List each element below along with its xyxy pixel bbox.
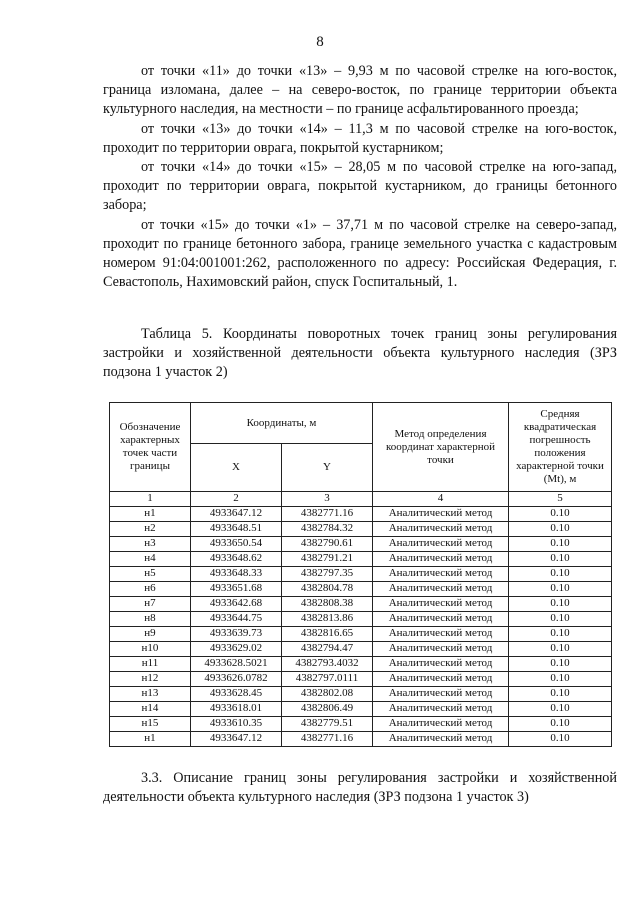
method: Аналитический метод xyxy=(373,657,509,672)
table-row xyxy=(110,567,612,582)
method: Аналитический метод xyxy=(373,567,509,582)
boundary-description xyxy=(103,62,617,292)
method: Аналитический метод xyxy=(373,597,509,612)
method: Аналитический метод xyxy=(373,522,509,537)
error-value: 0.10 xyxy=(509,552,612,567)
x-coordinate: 4933648.51 xyxy=(191,522,282,537)
method: Аналитический метод xyxy=(373,717,509,732)
page-number: 8 xyxy=(316,34,324,50)
column-number-row xyxy=(110,492,612,507)
y-coordinate: 4382794.47 xyxy=(282,642,373,657)
header-method: Метод определения координат характерной точки xyxy=(373,403,509,492)
y-coordinate: 4382790.61 xyxy=(282,537,373,552)
error-value: 0.10 xyxy=(509,582,612,597)
method: Аналитический метод xyxy=(373,732,509,747)
header-x: X xyxy=(191,444,282,492)
section-heading: 3.3. Описание границ зоны регулирования застройки и хозяйственной деятельности объекта культурного наследия (ЗРЗ подзона 1 участок 3) xyxy=(103,770,617,806)
point-label: н4 xyxy=(110,552,191,567)
point-label: н11 xyxy=(110,657,191,672)
method: Аналитический метод xyxy=(373,582,509,597)
y-coordinate: 4382791.21 xyxy=(282,552,373,567)
point-label: н5 xyxy=(110,567,191,582)
error-value: 0.10 xyxy=(509,627,612,642)
table-row xyxy=(110,507,612,522)
method: Аналитический метод xyxy=(373,537,509,552)
method: Аналитический метод xyxy=(373,612,509,627)
y-coordinate: 4382797.0111 xyxy=(282,672,373,687)
method: Аналитический метод xyxy=(373,627,509,642)
table-header-row xyxy=(110,403,612,444)
table-row xyxy=(110,717,612,732)
x-coordinate: 4933647.12 xyxy=(191,732,282,747)
error-value: 0.10 xyxy=(509,642,612,657)
point-label: н7 xyxy=(110,597,191,612)
error-value: 0.10 xyxy=(509,672,612,687)
column-number: 5 xyxy=(509,492,612,507)
table-row xyxy=(110,612,612,627)
y-coordinate: 4382784.32 xyxy=(282,522,373,537)
x-coordinate: 4933644.75 xyxy=(191,612,282,627)
y-coordinate: 4382771.16 xyxy=(282,507,373,522)
error-value: 0.10 xyxy=(509,522,612,537)
error-value: 0.10 xyxy=(509,687,612,702)
y-coordinate: 4382802.08 xyxy=(282,687,373,702)
y-coordinate: 4382804.78 xyxy=(282,582,373,597)
point-label: н13 xyxy=(110,687,191,702)
table-row xyxy=(110,702,612,717)
method: Аналитический метод xyxy=(373,507,509,522)
point-label: н1 xyxy=(110,732,191,747)
paragraph: от точки «15» до точки «1» – 37,71 м по часовой стрелке на северо-запад, проходит по границе бетонного забора, границе земельного участка с кадастровым номером 91:04:001001:262, расположенного по адресу: Российская Федерация, г. Севастополь, Нахимовский район, спуск Госпитальный, 1. xyxy=(103,216,617,291)
y-coordinate: 4382797.35 xyxy=(282,567,373,582)
x-coordinate: 4933648.62 xyxy=(191,552,282,567)
point-label: н10 xyxy=(110,642,191,657)
error-value: 0.10 xyxy=(509,507,612,522)
error-value: 0.10 xyxy=(509,612,612,627)
table-row xyxy=(110,687,612,702)
error-value: 0.10 xyxy=(509,717,612,732)
x-coordinate: 4933618.01 xyxy=(191,702,282,717)
header-error: Средняя квадратическая погрешность положения характерной точки (Mt), м xyxy=(509,403,612,492)
method: Аналитический метод xyxy=(373,687,509,702)
x-coordinate: 4933628.5021 xyxy=(191,657,282,672)
column-number: 3 xyxy=(282,492,373,507)
table-body xyxy=(110,507,612,747)
x-coordinate: 4933626.0782 xyxy=(191,672,282,687)
point-label: н1 xyxy=(110,507,191,522)
x-coordinate: 4933610.35 xyxy=(191,717,282,732)
column-number: 4 xyxy=(373,492,509,507)
method: Аналитический метод xyxy=(373,672,509,687)
table-row xyxy=(110,672,612,687)
point-label: н14 xyxy=(110,702,191,717)
table-row xyxy=(110,657,612,672)
x-coordinate: 4933648.33 xyxy=(191,567,282,582)
table-row xyxy=(110,537,612,552)
point-label: н8 xyxy=(110,612,191,627)
x-coordinate: 4933651.68 xyxy=(191,582,282,597)
y-coordinate: 4382779.51 xyxy=(282,717,373,732)
y-coordinate: 4382813.86 xyxy=(282,612,373,627)
x-coordinate: 4933647.12 xyxy=(191,507,282,522)
x-coordinate: 4933639.73 xyxy=(191,627,282,642)
method: Аналитический метод xyxy=(373,552,509,567)
point-label: н15 xyxy=(110,717,191,732)
table-row xyxy=(110,522,612,537)
table-row xyxy=(110,642,612,657)
table-row xyxy=(110,627,612,642)
point-label: н2 xyxy=(110,522,191,537)
column-number: 1 xyxy=(110,492,191,507)
coordinates-table xyxy=(109,402,612,747)
y-coordinate: 4382806.49 xyxy=(282,702,373,717)
error-value: 0.10 xyxy=(509,567,612,582)
error-value: 0.10 xyxy=(509,597,612,612)
y-coordinate: 4382771.16 xyxy=(282,732,373,747)
table-row xyxy=(110,552,612,567)
y-coordinate: 4382793.4032 xyxy=(282,657,373,672)
error-value: 0.10 xyxy=(509,657,612,672)
header-coords: Координаты, м xyxy=(191,403,373,444)
error-value: 0.10 xyxy=(509,537,612,552)
header-y: Y xyxy=(282,444,373,492)
table-row xyxy=(110,732,612,747)
error-value: 0.10 xyxy=(509,702,612,717)
method: Аналитический метод xyxy=(373,702,509,717)
x-coordinate: 4933650.54 xyxy=(191,537,282,552)
point-label: н9 xyxy=(110,627,191,642)
x-coordinate: 4933629.02 xyxy=(191,642,282,657)
paragraph: от точки «13» до точки «14» – 11,3 м по часовой стрелке на юго-восток, проходит по территории оврага, покрытой кустарником; xyxy=(103,120,617,156)
y-coordinate: 4382816.65 xyxy=(282,627,373,642)
header-point: Обозначение характерных точек части границы xyxy=(110,403,191,492)
x-coordinate: 4933642.68 xyxy=(191,597,282,612)
table-row xyxy=(110,582,612,597)
column-number: 2 xyxy=(191,492,282,507)
paragraph: от точки «11» до точки «13» – 9,93 м по часовой стрелке на юго-восток, граница изломана, далее – на северо-восток, по границе территории объекта культурного наследия, на местности – по границе асфальтированного проезда; xyxy=(103,63,617,118)
table-row xyxy=(110,597,612,612)
table-caption: Таблица 5. Координаты поворотных точек границ зоны регулирования застройки и хозяйственной деятельности объекта культурного наследия (ЗРЗ подзона 1 участок 2) xyxy=(103,326,617,381)
point-label: н3 xyxy=(110,537,191,552)
paragraph: от точки «14» до точки «15» – 28,05 м по часовой стрелке на юго-запад, проходит по территории оврага, покрытой кустарником, до границы бетонного забора; xyxy=(103,159,617,214)
y-coordinate: 4382808.38 xyxy=(282,597,373,612)
x-coordinate: 4933628.45 xyxy=(191,687,282,702)
point-label: н12 xyxy=(110,672,191,687)
error-value: 0.10 xyxy=(509,732,612,747)
method: Аналитический метод xyxy=(373,642,509,657)
point-label: н6 xyxy=(110,582,191,597)
